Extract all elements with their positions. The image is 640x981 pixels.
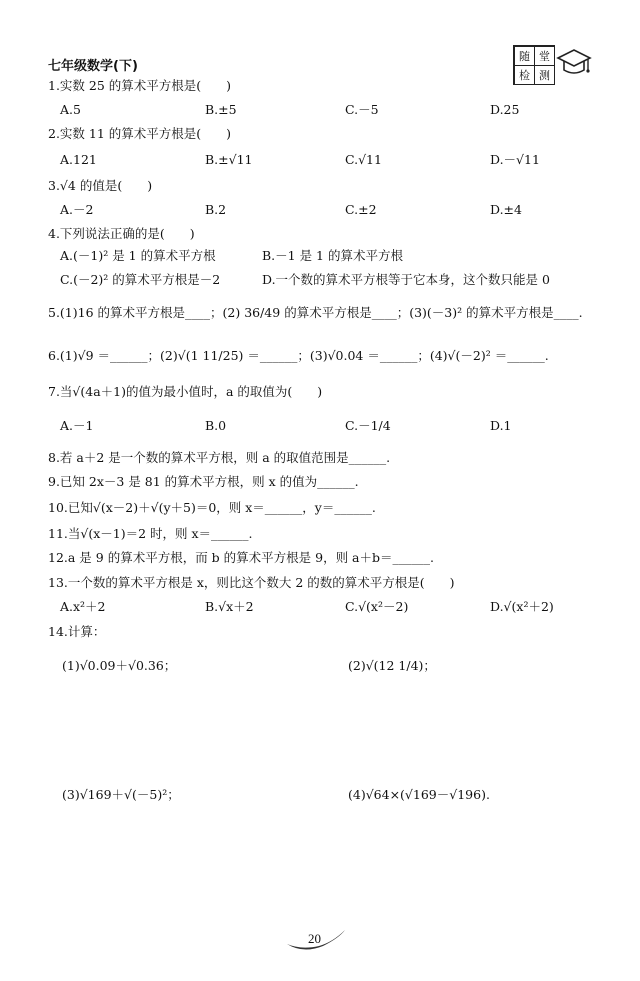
question-line: B.±5	[205, 102, 237, 117]
badge-char-1: 随	[514, 46, 535, 66]
page-number: 20	[308, 931, 321, 946]
badge-char-3: 检	[514, 65, 535, 85]
question-line: B.－1 是 1 的算术平方根	[262, 248, 403, 263]
question-line: 9.已知 2x－3 是 81 的算术平方根，则 x 的值为______.	[48, 474, 359, 489]
question-line: A.x²＋2	[60, 599, 106, 614]
question-line: C.±2	[345, 202, 377, 217]
question-line: (2)√(12 1/4)；	[348, 658, 436, 673]
question-line: A.(－1)² 是 1 的算术平方根	[60, 248, 216, 263]
question-line: 7.当√(4a＋1)的值为最小值时，a 的取值为( )	[48, 384, 323, 399]
question-line: 3.√4 的值是( )	[48, 178, 153, 193]
question-line: 4.下列说法正确的是( )	[48, 226, 195, 241]
question-line: 12.a 是 9 的算术平方根，而 b 的算术平方根是 9，则 a＋b＝______.	[48, 550, 434, 565]
question-line: D.1	[490, 418, 512, 433]
question-line: (1)√0.09＋√0.36；	[62, 658, 177, 673]
question-line: B.2	[205, 202, 227, 217]
question-line: 11.当√(x－1)＝2 时，则 x＝______.	[48, 526, 253, 541]
question-line: A.－1	[60, 418, 94, 433]
section-badge	[513, 45, 555, 85]
question-line: D.－√11	[490, 152, 540, 167]
question-line: B.0	[205, 418, 227, 433]
question-line: 1.实数 25 的算术平方根是( )	[48, 78, 232, 93]
question-line: 6.(1)√9 ＝______；(2)√(1 11/25) ＝______；(3)√0.04 ＝______；(4)√(－2)² ＝______.	[48, 348, 549, 363]
question-line: (3)√169＋√(－5)²；	[62, 787, 180, 802]
question-line: A.5	[60, 102, 81, 117]
question-line: B.√x＋2	[205, 599, 254, 614]
question-line: C.√(x²－2)	[345, 599, 409, 614]
question-line: 2.实数 11 的算术平方根是( )	[48, 126, 232, 141]
question-line: C.－1/4	[345, 418, 391, 433]
question-line: D.√(x²＋2)	[490, 599, 554, 614]
question-line: (4)√64×(√169－√196).	[348, 787, 490, 802]
graduation-cap-icon	[556, 44, 592, 84]
question-line: D.一个数的算术平方根等于它本身，这个数只能是 0	[262, 272, 550, 287]
question-line: 5.(1)16 的算术平方根是____；(2) 36/49 的算术平方根是____；(3)(－3)² 的算术平方根是____.	[48, 305, 583, 320]
question-line: 8.若 a＋2 是一个数的算术平方根，则 a 的取值范围是______.	[48, 450, 391, 465]
question-line: C.√11	[345, 152, 382, 167]
badge-char-4: 测	[534, 65, 555, 85]
question-line: C.(－2)² 的算术平方根是－2	[60, 272, 221, 287]
question-line: C.－5	[345, 102, 379, 117]
question-line: 13.一个数的算术平方根是 x，则比这个数大 2 的数的算术平方根是( )	[48, 575, 455, 590]
question-line: B.±√11	[205, 152, 253, 167]
question-line: 14.计算：	[48, 624, 106, 639]
question-line: A.121	[60, 152, 97, 167]
question-line: D.±4	[490, 202, 522, 217]
page-header-title: 七年级数学(下)	[48, 59, 138, 74]
question-line: D.25	[490, 102, 520, 117]
question-line: A.－2	[60, 202, 94, 217]
question-line: 10.已知√(x－2)＋√(y＋5)＝0，则 x＝______，y＝______.	[48, 500, 376, 515]
badge-char-2: 堂	[534, 46, 555, 66]
